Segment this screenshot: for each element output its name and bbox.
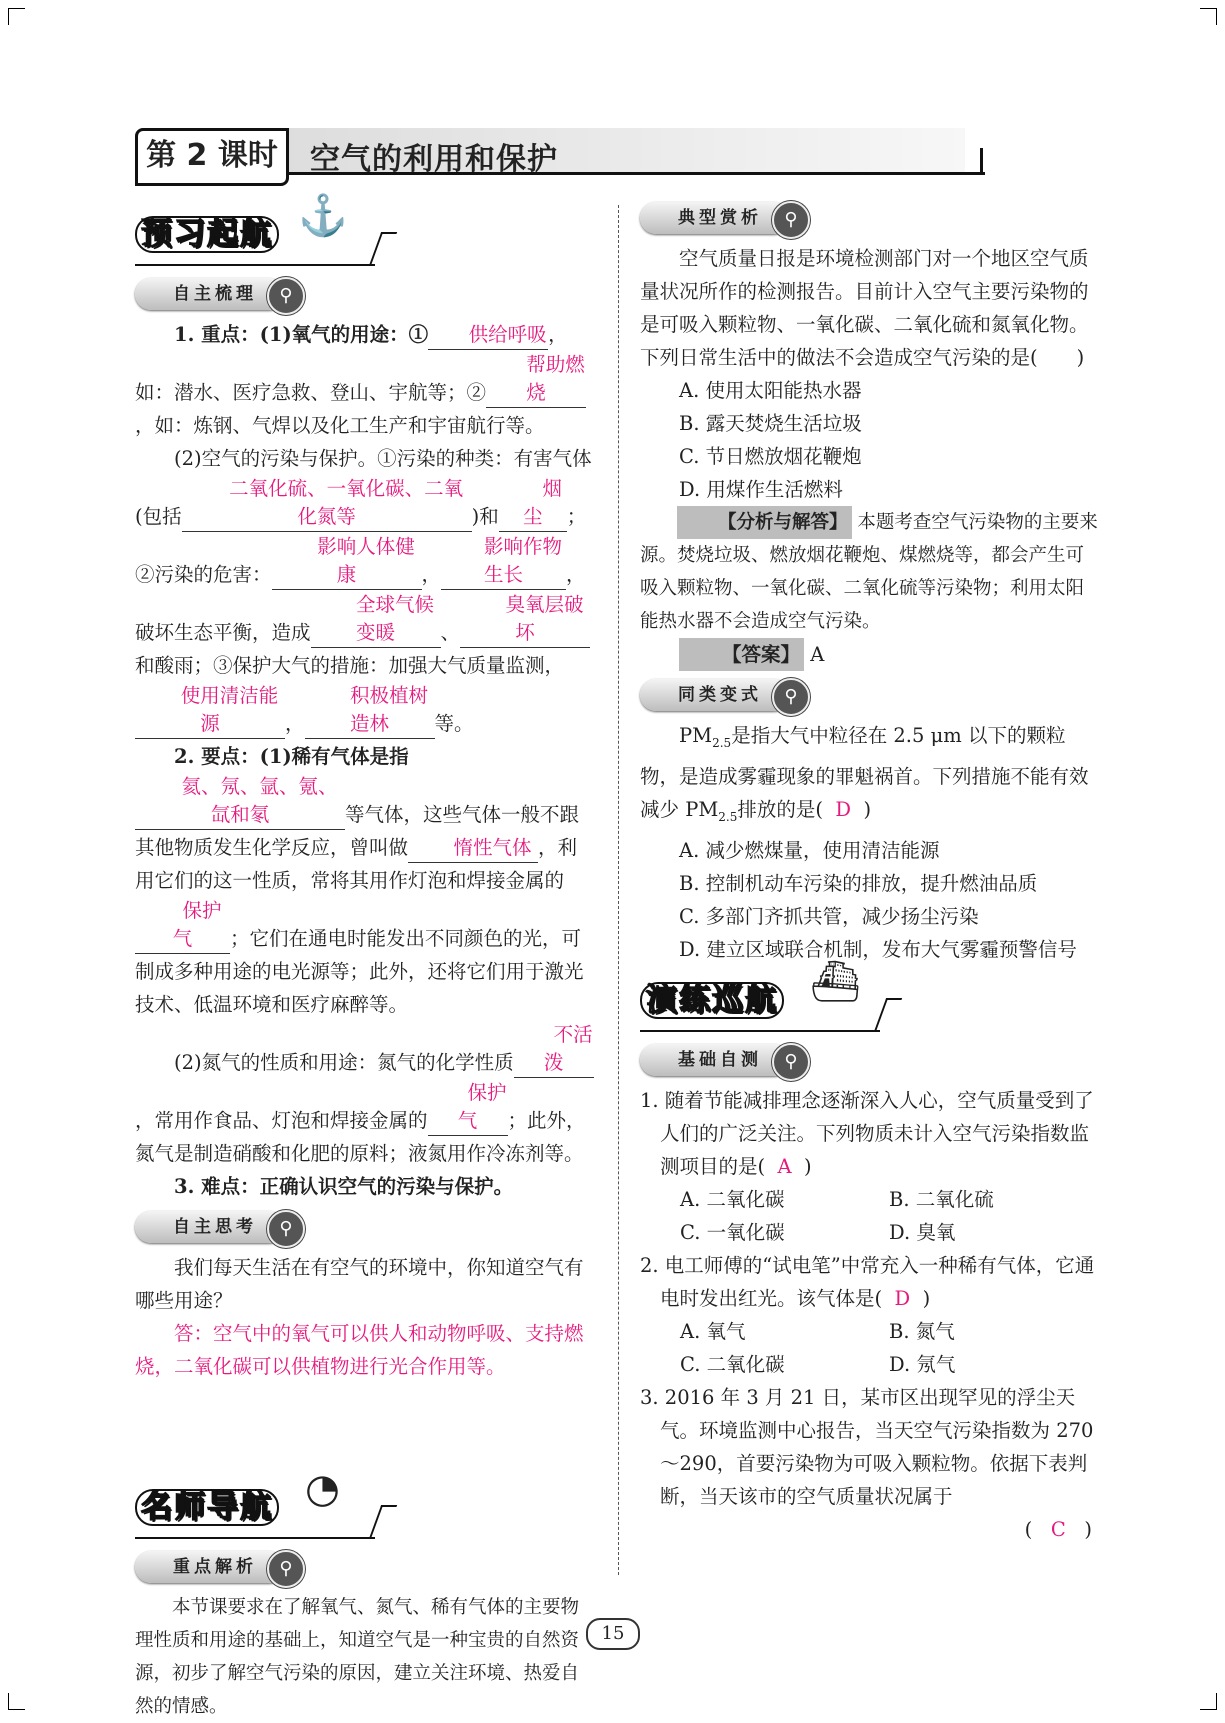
- answer-choice: A: [777, 1154, 792, 1178]
- question-2-options-row2: [640, 1348, 1098, 1381]
- option: C. 一氧化碳: [680, 1220, 785, 1244]
- answer-blank: 氦、氖、氩、氪、氙和氡: [135, 773, 345, 830]
- key-point-4: [135, 1021, 595, 1170]
- text-segment: ，如：潜水、医疗急救、登山、宇航等；②: [135, 323, 568, 404]
- text-segment: ，常用作食品、灯泡和焊接金属的: [135, 1109, 428, 1132]
- answer-blank: 惰性气体: [408, 834, 538, 863]
- analysis-paragraph: [640, 506, 1098, 638]
- right-column: [640, 200, 1098, 1546]
- magnifier-icon: ⚲: [772, 1043, 810, 1081]
- answer-blank: 臭氧层破坏: [460, 591, 590, 648]
- typical-option-b: B. 露天焚烧生活垃圾: [679, 412, 862, 435]
- subscript: 2.5: [712, 735, 732, 750]
- subscript: 2.5: [718, 809, 738, 824]
- option: A. 二氧化碳: [680, 1187, 785, 1211]
- variant-option-b: B. 控制机动车污染的排放，提升燃油品质: [679, 871, 1038, 895]
- section-banner-preview: [135, 193, 595, 270]
- lesson-header: [135, 128, 855, 184]
- answer-blank: 不活泼: [514, 1021, 594, 1078]
- answer-choice: C: [1050, 1517, 1066, 1541]
- text-segment: ): [1084, 1517, 1092, 1541]
- text-segment: ，利用它们的这一性质，常将其用作灯泡和焊接金属的: [135, 836, 578, 892]
- answer-blank: 使用清洁能源: [135, 682, 285, 739]
- text-segment: ): [804, 1154, 812, 1178]
- answer-blank: 保护气: [135, 897, 230, 954]
- question-2-options-row1: [640, 1315, 1098, 1348]
- tag-self-review: [135, 278, 305, 312]
- text-segment: 1. 随着节能减排理念逐渐深入人心，空气质量受到了人们的广泛关注。下列物质未计入空气污染指数监测项目的是(: [640, 1088, 1094, 1178]
- analysis-tag: 【分析与解答】: [677, 506, 852, 539]
- spacer: [135, 1383, 595, 1473]
- answer-blank: 影响作物生长: [441, 533, 566, 590]
- page-number-value: 15: [586, 1618, 641, 1650]
- variant-option-d: D. 建立区域联合机制，发布大气雾霾预警信号: [679, 937, 1077, 961]
- answer-tag: 【答案】: [679, 638, 804, 671]
- option: B. 氮气: [889, 1319, 955, 1343]
- text-segment: ；②污染的危害：: [135, 505, 587, 586]
- header-rule-end: [980, 148, 983, 175]
- tag-label: 基础自测: [678, 1049, 762, 1070]
- banner-underline: [640, 1030, 880, 1032]
- text-segment: ): [863, 797, 872, 821]
- answer-blank: 帮助燃烧: [486, 351, 586, 408]
- banner-tick: [369, 1505, 397, 1539]
- text-segment: (2)空气的污染与保护。①污染的种类：有害气体(包括: [135, 447, 592, 528]
- option: B. 二氧化硫: [889, 1187, 994, 1211]
- tag-variant: [640, 679, 810, 713]
- typical-option-a: A. 使用太阳能热水器: [679, 379, 862, 402]
- lesson-number: 第 2 课时: [135, 128, 289, 186]
- option: D. 臭氧: [889, 1220, 956, 1244]
- text-segment: 3. 难点：正确认识空气的污染与保护。: [174, 1175, 514, 1198]
- typical-option-d: D. 用煤作生活燃料: [679, 478, 843, 501]
- text-segment: 、: [440, 621, 461, 644]
- text-segment: ；它们在通电时能发出不同颜色的光，可制成多种用途的电光源等；此外，还将它们用于激光技术、低温环境和医疗麻醉等。: [135, 927, 584, 1016]
- option: A. 氧气: [680, 1319, 746, 1343]
- answer-blank: 供给呼吸: [428, 321, 548, 350]
- answer-blank: 保护气: [428, 1079, 508, 1136]
- answer-blank: 二氧化硫、一氧化碳、二氧化氮等: [182, 475, 472, 532]
- think-question: 我们每天生活在有空气的环境中，你知道空气有哪些用途？: [135, 1256, 584, 1312]
- section-banner-teacher: [135, 1466, 595, 1543]
- text-segment: (2)氮气的性质和用途：氮气的化学性质: [174, 1051, 514, 1074]
- variant-option-c: C. 多部门齐抓共管，减少扬尘污染: [679, 904, 979, 928]
- text-segment: ，如：炼钢、气焊以及化工生产和宇宙航行等。: [135, 414, 545, 437]
- text-segment: ，: [285, 712, 305, 735]
- key-point-3: [135, 740, 595, 1021]
- text-segment: ，破坏生态平衡，造成: [135, 563, 586, 644]
- tag-typical: [640, 202, 810, 236]
- option: D. 氖气: [889, 1352, 956, 1376]
- answer-line: [640, 638, 1098, 671]
- lesson-title: 空气的利用和保护: [310, 142, 558, 177]
- text-segment: (: [1024, 1517, 1033, 1541]
- crop-mark-br: [1200, 1693, 1217, 1710]
- banner-underline: [135, 1537, 375, 1539]
- answer-value: A: [810, 643, 825, 666]
- answer-blank: 全球气候变暖: [311, 591, 441, 648]
- key-point-1: [135, 318, 595, 442]
- ship-icon: ⛴: [810, 958, 861, 1005]
- question-3-answer: [640, 1513, 1098, 1546]
- question-1-options-row1: [640, 1183, 1098, 1216]
- banner-tick: [874, 998, 902, 1032]
- magnifier-icon: ⚲: [267, 1210, 305, 1248]
- question-3: 3. 2016 年 3 月 21 日，某市区出现罕见的浮尘天气。环境监测中心报告，当天空气污染指数为 270～290，首要污染物为可吸入颗粒物。依据下表判断，当天该市的空气质量状况属于: [640, 1385, 1094, 1508]
- left-column: [135, 193, 595, 1723]
- question-2: [640, 1249, 1098, 1315]
- text-segment: )和: [471, 505, 499, 528]
- section-banner-practice: [640, 958, 1098, 1036]
- magnifier-icon: ⚲: [772, 201, 810, 239]
- banner-underline: [135, 264, 375, 266]
- text-segment: 和酸雨；③保护大气的措施：加强大气质量监测，: [135, 654, 565, 677]
- variant-question: [640, 719, 1098, 834]
- text-segment: 2. 要点：(1)稀有气体是指: [174, 745, 409, 768]
- typical-option-c: C. 节日燃放烟花鞭炮: [679, 445, 862, 468]
- option: C. 二氧化碳: [680, 1352, 785, 1376]
- text-segment: 等气体，这些气体一般不跟其他物质发生化学反应，曾叫做: [135, 803, 580, 859]
- tag-self-think: [135, 1211, 305, 1245]
- answer-blank: 烟尘: [499, 475, 567, 532]
- section-title-practice: 演练巡航: [640, 982, 784, 1019]
- crop-mark-bl: [8, 1693, 25, 1710]
- text-segment: 是指大气中粒径在 2.5 μm 以下的颗粒物，是造成雾霾现象的罪魁祸首。下列措施不能有效减少 PM: [640, 724, 1089, 821]
- tag-label: 同类变式: [678, 685, 762, 705]
- column-divider: [618, 205, 619, 1575]
- magnifier-icon: ⚲: [772, 678, 810, 716]
- tag-label: 自主思考: [173, 1217, 257, 1237]
- tag-key-analysis: [135, 1551, 305, 1585]
- banner-tick: [369, 232, 397, 266]
- tag-label: 自主梳理: [173, 284, 257, 304]
- think-answer: 答：空气中的氧气可以供人和动物呼吸、支持燃烧，二氧化碳可以供植物进行光合作用等。: [135, 1322, 584, 1378]
- analysis-text: 本题考查空气污染物的主要来源。焚烧垃圾、燃放烟花鞭炮、煤燃烧等，都会产生可吸入颗粒物、一氧化碳、二氧化硫等污染物；利用太阳能热水器不会造成空气污染。: [640, 512, 1098, 632]
- key-point-5: [135, 1170, 595, 1203]
- gauge-icon: ◔: [305, 1466, 340, 1512]
- anchor-icon: ⚓: [298, 193, 348, 239]
- question-1-options-row2: [640, 1216, 1098, 1249]
- tag-label: 重点解析: [173, 1557, 257, 1577]
- text-segment: PM: [679, 724, 713, 747]
- tag-label: 典型赏析: [678, 208, 762, 228]
- magnifier-icon: ⚲: [267, 1550, 305, 1588]
- question-1: [640, 1084, 1098, 1183]
- text-segment: ，: [421, 563, 442, 586]
- text-segment: 等。: [434, 712, 474, 735]
- text-segment: ；此外，氮气是制造硝酸和化肥的原料；液氮用作冷冻剂等。: [135, 1109, 586, 1165]
- variant-option-a: A. 减少燃煤量，使用清洁能源: [679, 838, 940, 862]
- text-segment: 1. 重点：(1)氧气的用途：①: [174, 323, 429, 346]
- answer-blank: 积极植树造林: [305, 682, 435, 739]
- answer-blank: 影响人体健康: [272, 533, 422, 590]
- key-analysis-text: 本节课要求在了解氧气、氮气、稀有气体的主要物理性质和用途的基础上，知道空气是一种宝贵的自然资源，初步了解空气污染的原因，建立关注环境、热爱自然的情感。: [135, 1597, 580, 1717]
- crop-mark-tr: [1200, 8, 1217, 25]
- text-segment: 排放的是(: [737, 797, 823, 821]
- page-number: [560, 1618, 666, 1654]
- answer-choice: D: [835, 797, 852, 821]
- answer-choice: D: [894, 1286, 911, 1310]
- text-segment: ): [922, 1286, 931, 1310]
- text-segment: 2. 电工师傅的“试电笔”中常充入一种稀有气体，它通电时发出红光。该气体是(: [640, 1253, 1095, 1310]
- tag-basic-test: [640, 1044, 810, 1078]
- magnifier-icon: ⚲: [267, 277, 305, 315]
- key-point-2: [135, 442, 595, 740]
- section-title-preview: 预习起航: [135, 216, 279, 253]
- typical-question: 空气质量日报是环境检测部门对一个地区空气质量状况所作的检测报告。目前计入空气主要污染物的是可吸入颗粒物、一氧化碳、二氧化硫和氮氧化物。下列日常生活中的做法不会造成空气污染的是( ): [640, 247, 1089, 369]
- crop-mark-tl: [8, 8, 25, 25]
- section-title-teacher: 名师导航: [135, 1489, 279, 1526]
